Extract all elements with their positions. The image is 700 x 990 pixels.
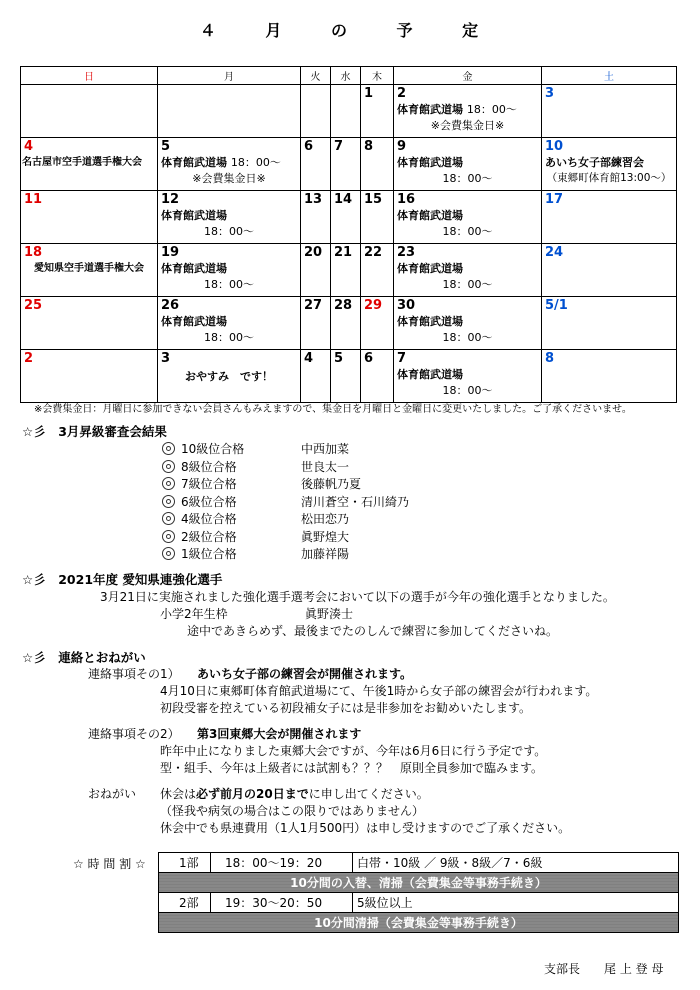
day-cell: [331, 244, 361, 297]
day-cell: [361, 350, 394, 403]
day-number: 6: [304, 139, 314, 154]
venue-label: 体育館武道場: [161, 156, 227, 169]
student-name: 松田恋乃: [301, 512, 350, 526]
event-venue: 体育館武道場: [397, 368, 463, 381]
day-cell: [361, 85, 394, 138]
day-number: [301, 85, 330, 102]
day-cell: [158, 138, 301, 191]
student-name: 清川蒼空・石川綺乃: [301, 494, 410, 509]
day-cell: [21, 191, 158, 244]
day-cell: [542, 350, 677, 403]
day-number: 27: [304, 298, 323, 313]
request-line3: 休会中でも県連費用（1人1月500円）は申し受けますのでご了承ください。: [160, 821, 571, 835]
event-title: 愛知県空手道選手権大会: [34, 263, 144, 274]
weekday-fri: 金: [394, 67, 542, 85]
contact-item1-line2: 初段受審を控えている初段補女子には是非参加をお勧めいたします。: [160, 701, 532, 715]
event-venue: 体育館武道場: [161, 262, 227, 275]
day-cell: [331, 191, 361, 244]
student-name: 世良太一: [301, 459, 350, 474]
request-label: おねがい: [88, 787, 137, 801]
list-item: [162, 459, 409, 477]
flower-icon: [162, 512, 175, 525]
schedule-row: [159, 893, 679, 913]
student-name: 中西加菜: [301, 442, 350, 456]
day-number: 4: [24, 139, 34, 154]
day-cell: [542, 191, 677, 244]
break-bar: 10分間の入替、清掃（会費集金等事務手続き）: [159, 873, 679, 893]
event-time: 18：00～: [204, 331, 254, 344]
day-number: 17: [545, 192, 564, 207]
day-cell: [394, 297, 542, 350]
event-time: 18：00～: [204, 225, 254, 238]
day-cell: [394, 85, 542, 138]
day-cell: [158, 297, 301, 350]
day-cell: [21, 138, 158, 191]
event-venue: [394, 102, 541, 118]
day-cell: [301, 297, 331, 350]
schedule-label: ☆ 時 間 割 ☆: [73, 857, 146, 871]
day-cell: [331, 350, 361, 403]
event-venue: 体育館武道場: [161, 315, 227, 328]
event-note: ※会費集金日※: [430, 119, 505, 132]
time-cell: 18：00～19：20: [211, 853, 353, 873]
day-number: 16: [397, 192, 416, 207]
event-note: （東郷町体育館13:00～）: [546, 172, 672, 184]
flower-icon: [162, 547, 175, 560]
section-heading-contact: [22, 648, 146, 666]
day-number: 3: [545, 86, 555, 101]
day-number: 10: [545, 139, 564, 154]
list-item: [162, 494, 409, 512]
day-number: 11: [24, 192, 43, 207]
event-note: ※会費集金日※: [192, 172, 266, 185]
event-time: 18：00～: [442, 225, 493, 238]
event-title: おやすみ です！: [185, 370, 273, 383]
day-number-holiday: 29: [364, 298, 383, 313]
day-number: [158, 85, 300, 102]
day-cell: [21, 350, 158, 403]
calendar-week-4: [21, 244, 677, 297]
calendar-week-3: [21, 191, 677, 244]
day-number: 30: [397, 298, 416, 313]
day-number: 4: [304, 351, 314, 366]
day-number: 23: [397, 245, 416, 260]
day-number: 26: [161, 298, 180, 313]
day-cell: [331, 85, 361, 138]
day-number: 1: [364, 86, 374, 101]
day-cell: [21, 244, 158, 297]
event-time: 18：00～: [466, 103, 517, 116]
day-cell: [301, 350, 331, 403]
list-item: [162, 529, 409, 547]
day-number: 5: [161, 139, 171, 154]
rank: 4級位合格: [181, 512, 237, 526]
day-number: 6: [364, 351, 374, 366]
strong-line2: 途中であきらめず、最後までたのしんで練習に参加してくださいね。: [187, 624, 559, 638]
calendar-week-5: [21, 297, 677, 350]
weekday-thu: 木: [361, 67, 394, 85]
weekday-header-row: [21, 67, 677, 85]
rank: 2級位合格: [181, 529, 237, 544]
day-number: 19: [161, 245, 180, 260]
flower-icon: [162, 460, 175, 473]
contact-item2-line2: 型・組手、今年は上級者には試割も？？？ 原則全員参加で臨みます。: [160, 761, 544, 775]
schedule-break-row: [159, 913, 679, 933]
student-name: 眞野煌大: [301, 529, 350, 544]
day-number: 13: [304, 192, 323, 207]
day-number: 8: [364, 139, 374, 154]
rank: 10級位合格: [181, 442, 245, 456]
event-time: 18：00～: [442, 384, 493, 397]
list-item: [162, 476, 409, 494]
day-number: 2: [397, 86, 407, 101]
day-cell: [394, 244, 542, 297]
contact-heading-text: 連絡とおねがい: [58, 650, 146, 665]
day-number: 5/1: [545, 298, 568, 313]
weekday-sat: 土: [542, 67, 677, 85]
venue-label: 体育館武道場: [397, 103, 463, 116]
day-cell: [542, 244, 677, 297]
event-time: 18：00～: [204, 278, 254, 291]
day-cell: [158, 191, 301, 244]
schedule-table: [158, 852, 679, 933]
signature: 支部長 尾 上 登 母: [544, 962, 664, 976]
day-cell: [21, 297, 158, 350]
strong-line1: 3月21日に実施されました強化選手選考会において以下の選手が今年の強化選手となりました。: [100, 590, 615, 604]
contact-item1-label: 連絡事項その1）: [88, 667, 180, 681]
rank: 1級位合格: [181, 547, 237, 561]
exam-heading-text: 3月昇級審査会結果: [58, 424, 167, 439]
day-number: 5: [334, 351, 344, 366]
day-number: 3: [161, 351, 171, 366]
calendar-week-2: [21, 138, 677, 191]
request-bold: 必ず前月の20日まで: [196, 787, 309, 801]
calendar-note: ※会費集金日：月曜日に参加できない会員さんもみえますので、集金日を月曜日と金曜日に変更いたしました。ご了承くださいませ。: [34, 404, 632, 415]
day-cell: [331, 138, 361, 191]
day-cell: [301, 85, 331, 138]
list-item: [162, 511, 409, 529]
contact-item2-label: 連絡事項その2）: [88, 727, 180, 741]
day-number: 14: [334, 192, 353, 207]
event-venue: 体育館武道場: [397, 315, 463, 328]
event-time: 18：00～: [442, 172, 493, 185]
day-number: 18: [24, 245, 43, 260]
day-cell: [331, 297, 361, 350]
day-cell: [158, 350, 301, 403]
weekday-tue: 火: [301, 67, 331, 85]
day-cell: [394, 138, 542, 191]
day-number: 2: [24, 351, 34, 366]
flower-icon: [162, 495, 175, 508]
strong-grade: 小学2年生枠: [160, 607, 228, 621]
day-number: 25: [24, 298, 43, 313]
list-item: [162, 546, 409, 564]
event-venue: 体育館武道場: [161, 209, 227, 222]
day-number: 28: [334, 298, 353, 313]
calendar-week-1: [21, 85, 677, 138]
schedule-row: [159, 853, 679, 873]
weekday-sun: 日: [21, 67, 158, 85]
list-item: [162, 441, 409, 459]
event-venue: 体育館武道場: [397, 156, 463, 169]
day-cell: [361, 191, 394, 244]
day-number: 15: [364, 192, 383, 207]
section-heading-strong: [22, 570, 222, 588]
day-cell: [361, 297, 394, 350]
contact-item2-line1: 昨年中止になりました東郷大会ですが、今年は6月6日に行う予定です。: [160, 744, 547, 758]
contact-item1-line1: 4月10日に東郷町体育館武道場にて、午後1時から女子部の練習会が行われます。: [160, 684, 598, 698]
day-number: 21: [334, 245, 353, 260]
day-number: [331, 85, 360, 102]
request-line1: [160, 785, 429, 802]
day-cell: [542, 85, 677, 138]
day-cell: [542, 138, 677, 191]
calendar-week-6: [21, 350, 677, 403]
group-cell: 5級位以上: [353, 893, 679, 913]
part-cell: 2部: [159, 893, 211, 913]
day-number: [21, 85, 157, 102]
event-title: 名古屋市空手道選手権大会: [22, 157, 142, 168]
strong-name: 眞野湊士: [305, 607, 354, 621]
day-cell: [21, 85, 158, 138]
day-cell: [301, 191, 331, 244]
day-cell: [158, 244, 301, 297]
day-number: 24: [545, 245, 564, 260]
weekday-mon: 月: [158, 67, 301, 85]
part-cell: 1部: [159, 853, 211, 873]
time-cell: 19：30～20：50: [211, 893, 353, 913]
section-heading-exam: [22, 422, 167, 440]
day-number: 8: [545, 351, 555, 366]
break-bar: 10分間清掃（会費集金等事務手続き）: [159, 913, 679, 933]
day-number: 22: [364, 245, 383, 260]
rank: 6級位合格: [181, 494, 237, 509]
day-number: 20: [304, 245, 323, 260]
day-cell: [361, 244, 394, 297]
request-post: に申し出てください。: [308, 787, 429, 801]
flower-icon: [162, 442, 175, 455]
student-name: 加藤祥陽: [301, 547, 350, 561]
day-cell: [158, 85, 301, 138]
event-time: 18：00～: [442, 331, 493, 344]
exam-results-list: [162, 441, 409, 564]
day-cell: [361, 138, 394, 191]
rank: 7級位合格: [181, 477, 237, 491]
day-number: 7: [397, 351, 407, 366]
flower-icon: [162, 530, 175, 543]
rank: 8級位合格: [181, 459, 237, 474]
star-mark-icon: ☆彡: [22, 650, 46, 665]
request-pre: 休会は: [160, 787, 197, 801]
group-cell: 白帯・10級 ／ 9級・8級／7・6級: [353, 853, 679, 873]
day-cell: [394, 191, 542, 244]
strong-heading-text: 2021年度 愛知県連強化選手: [58, 572, 223, 587]
contact-item1-title: あいち女子部の練習会が開催されます。: [197, 667, 413, 681]
flower-icon: [162, 477, 175, 490]
day-cell: [301, 244, 331, 297]
event-title: あいち女子部練習会: [545, 156, 644, 169]
contact-item2-title: 第3回東郷大会が開催されます: [197, 727, 362, 741]
event-time: 18：00～: [230, 156, 281, 169]
weekday-wed: 水: [331, 67, 361, 85]
request-line2: （怪我や病気の場合はこの限りではありません）: [160, 804, 425, 818]
day-number: 7: [334, 139, 344, 154]
day-number: 12: [161, 192, 180, 207]
student-name: 後藤帆乃夏: [301, 477, 362, 491]
day-cell: [394, 350, 542, 403]
day-number: 9: [397, 139, 407, 154]
star-mark-icon: ☆彡: [22, 572, 46, 587]
event-venue: 体育館武道場: [397, 262, 463, 275]
schedule-break-row: [159, 873, 679, 893]
event-venue: [158, 155, 300, 171]
day-cell: [542, 297, 677, 350]
calendar-table: [20, 66, 677, 403]
event-venue: 体育館武道場: [397, 209, 463, 222]
event-time: 18：00～: [442, 278, 493, 291]
star-mark-icon: ☆彡: [22, 424, 46, 439]
page-title: ４ 月 の 予 定: [199, 21, 501, 40]
day-cell: [301, 138, 331, 191]
